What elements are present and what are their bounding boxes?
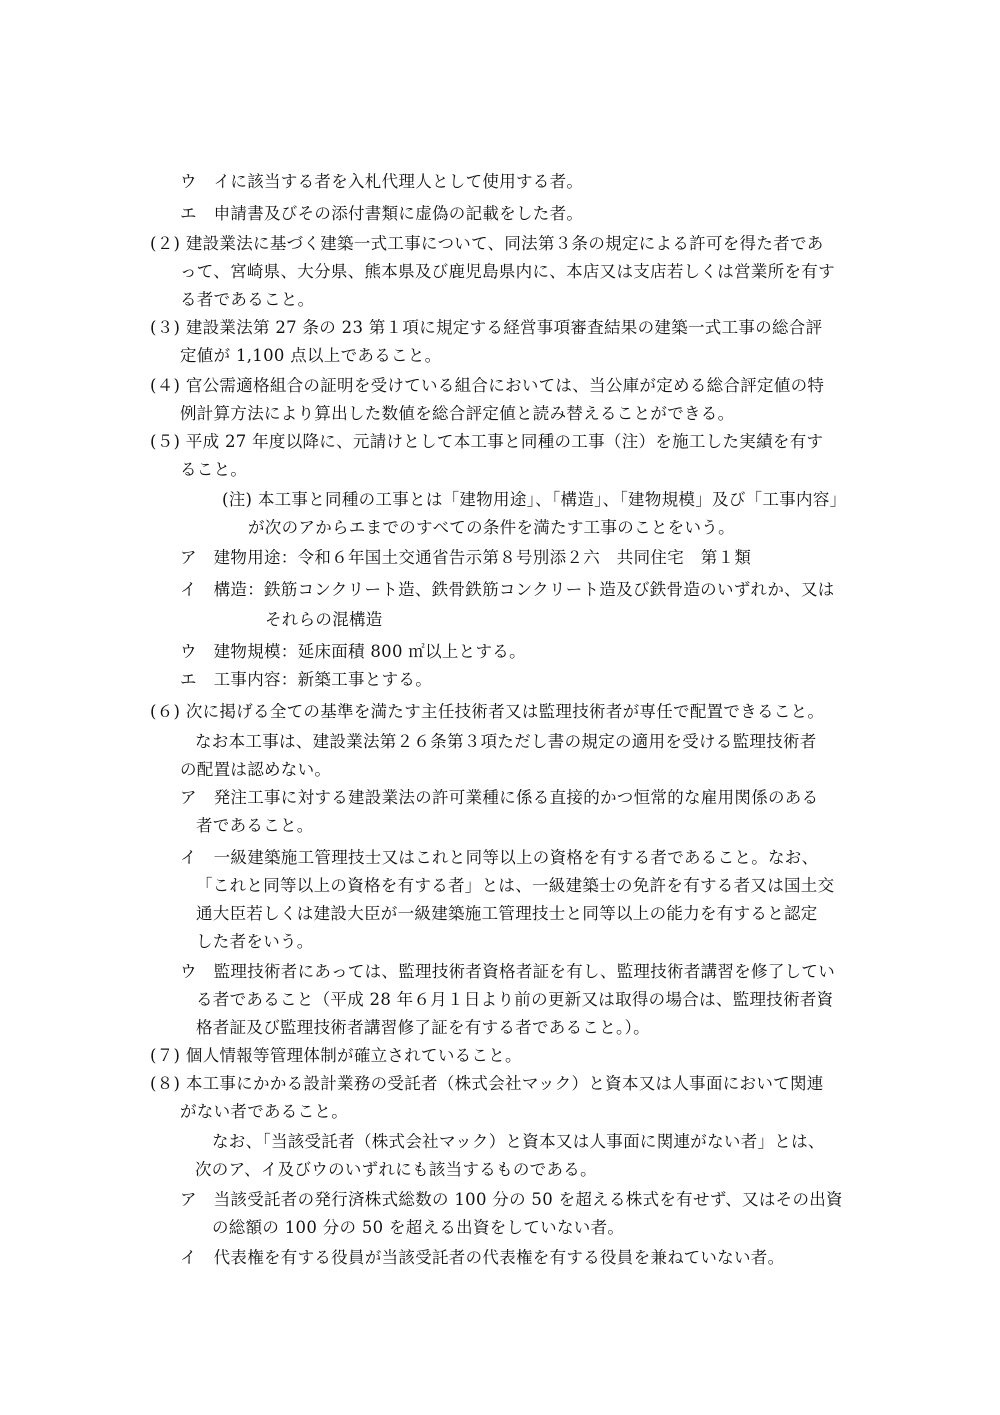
text-line: ること。 (180, 460, 248, 479)
text-line: が次のアからエまでのすべての条件を満たす工事のことをいう。 (248, 518, 735, 537)
text-line: 者であること。 (196, 816, 314, 835)
text-line: って、宮崎県、大分県、熊本県及び鹿児島県内に、本店又は支店若しくは営業所を有す (180, 262, 835, 281)
text-line: ウ イに該当する者を入札代理人として使用する者。 (180, 172, 584, 191)
text-line: ウ 監理技術者にあっては、監理技術者資格者証を有し、監理技術者講習を修了してい (180, 962, 836, 981)
text-line: の配置は認めない。 (180, 760, 332, 779)
text-line: る者であること。 (180, 290, 315, 309)
text-line: (４) 官公需適格組合の証明を受けている組合においては、当公庫が定める総合評定値の特 (150, 376, 825, 395)
text-line: 格者証及び監理技術者講習修了証を有する者であること。）。 (196, 1018, 650, 1037)
text-line: (７) 個人情報等管理体制が確立されていること。 (150, 1046, 522, 1065)
text-line: 例計算方法により算出した数値を総合評定値と読み替えることができる。 (180, 404, 735, 423)
text-line: エ 申請書及びその添付書類に虚偽の記載をした者。 (180, 204, 584, 223)
text-line: の総額の 100 分の 50 を超える出資をしていない者。 (212, 1218, 625, 1237)
text-line: ア 発注工事に対する建設業法の許可業種に係る直接的かつ恒常的な雇用関係のある (180, 788, 819, 807)
text-line: 通大臣若しくは建設大臣が一級建築施工管理技士と同等以上の能力を有すると認定 (196, 904, 818, 923)
text-line: エ 工事内容：新築工事とする。 (180, 670, 432, 689)
text-line: る者であること（平成 28 年６月１日より前の更新又は取得の場合は、監理技術者資 (196, 990, 834, 1009)
text-line: 次のア、イ及びウのいずれにも該当するものである。 (195, 1160, 597, 1179)
text-line: (注) 本工事と同種の工事とは「建物用途」、「構造」、「建物規模」及び「工事内容」 (222, 490, 847, 509)
text-line: (８) 本工事にかかる設計業務の受託者（株式会社マック）と資本又は人事面において関連 (150, 1074, 824, 1093)
text-line: (２) 建設業法に基づく建築一式工事について、同法第３条の規定による許可を得た者であ (150, 234, 824, 253)
text-line: イ 代表権を有する役員が当該受託者の代表権を有する役員を兼ねていない者。 (180, 1248, 785, 1267)
text-line: がない者であること。 (180, 1102, 348, 1121)
text-line: ア 建物用途：令和６年国土交通省告示第８号別添２六 共同住宅 第１類 (180, 548, 752, 567)
text-line: (５) 平成 27 年度以降に、元請けとして本工事と同種の工事（注）を施工した実績を有す (150, 432, 824, 451)
text-line: なお本工事は、建設業法第２６条第３項ただし書の規定の適用を受ける監理技術者 (195, 732, 817, 751)
text-line: イ 構造：鉄筋コンクリート造、鉄骨鉄筋コンクリート造及び鉄骨造のいずれか、又は (180, 580, 835, 599)
text-line: した者をいう。 (196, 932, 314, 951)
text-line: 定値が 1,100 点以上であること。 (180, 346, 442, 365)
text-line: (６) 次に掲げる全ての基準を満たす主任技術者又は監理技術者が専任で配置できること。 (150, 702, 825, 721)
text-line: それらの混構造 (265, 610, 383, 629)
text-line: ア 当該受託者の発行済株式総数の 100 分の 50 を超える株式を有せず、又はその出資 (180, 1190, 843, 1209)
text-line: なお、「当該受託者（株式会社マック）と資本又は人事面に関連がない者」とは、 (212, 1132, 825, 1151)
text-line: イ 一級建築施工管理技士又はこれと同等以上の資格を有する者であること。なお、 (180, 848, 819, 867)
text-line: ウ 建物規模：延床面積 800 ㎡以上とする。 (180, 642, 526, 661)
text-line: 「これと同等以上の資格を有する者」とは、一級建築士の免許を有する者又は国土交 (196, 876, 835, 895)
text-line: (３) 建設業法第 27 条の 23 第１項に規定する経営事項審査結果の建築一式工事の総合評 (150, 318, 823, 337)
